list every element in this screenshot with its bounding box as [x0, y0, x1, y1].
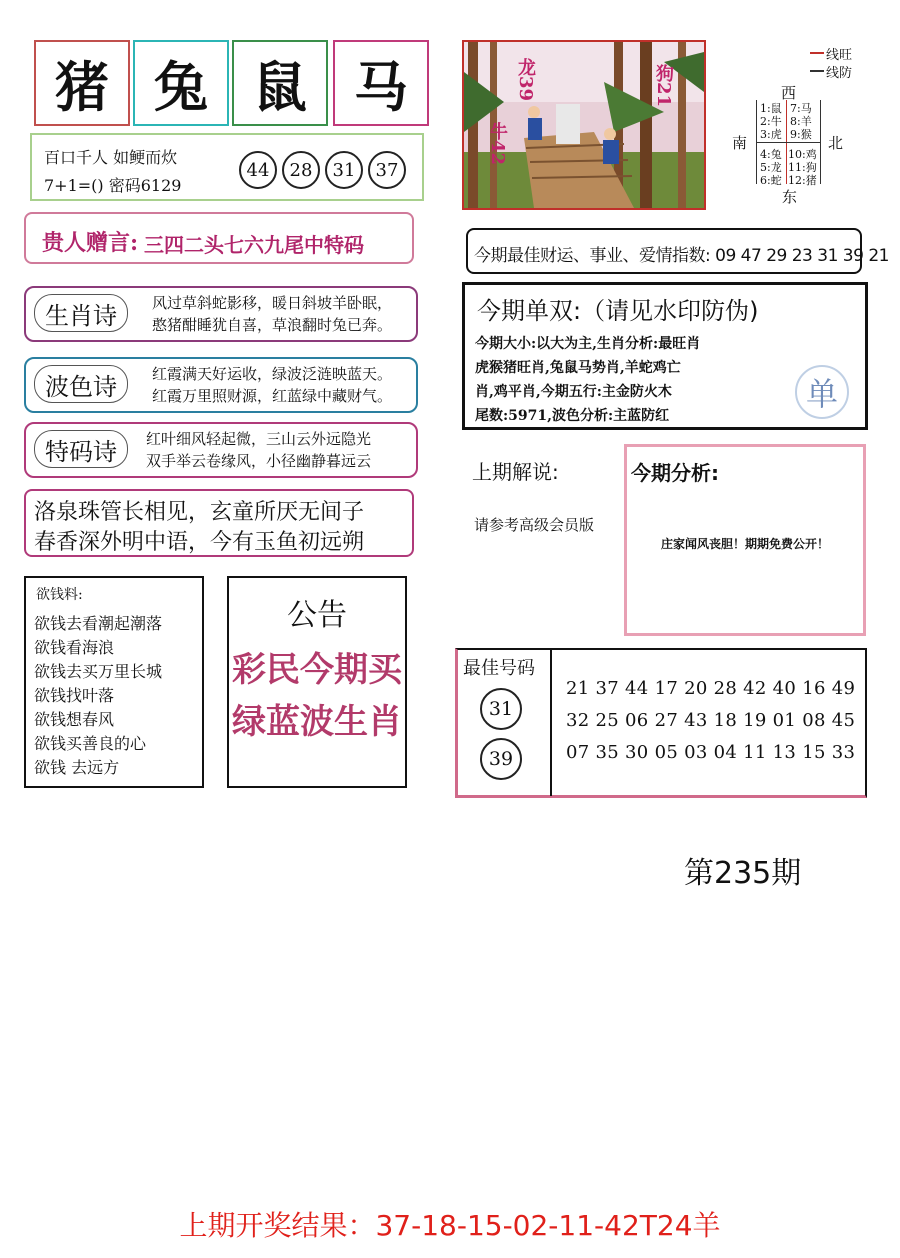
zodiac-cell: 3:虎 [760, 128, 782, 141]
notice-box [227, 576, 407, 788]
yuqian-line: 欲钱买善良的心 [34, 734, 147, 753]
zodiac-box-2 [133, 40, 229, 126]
analysis-line: 虎猴猪旺肖,兔鼠马势肖,羊蛇鸡亡 [475, 360, 681, 376]
last-explain-text: 请参考高级会员版 [474, 516, 595, 534]
yuqian-box [24, 576, 204, 788]
yuqian-line: 欲钱找叶落 [34, 686, 115, 705]
legend-black-line [810, 70, 824, 72]
yuqian-line: 欲钱看海浪 [34, 638, 115, 657]
direction-west: 西 [781, 84, 797, 102]
zodiac-cell: 11:狗 [788, 161, 817, 174]
riddle-line-1: 洛泉珠管长相见，玄童所厌无间子 [34, 500, 365, 525]
riddle-line-2: 春香深外明中语，今有玉鱼初远朔 [34, 530, 365, 555]
best-numbers-title: 最佳号码 [463, 658, 535, 679]
poem-line: 红霞万里照财源，红蓝绿中藏财气。 [152, 387, 393, 405]
zodiac-cell: 7:马 [790, 102, 812, 115]
zodiac-cell: 1:鼠 [760, 102, 782, 115]
best-number-circle: 31 [480, 688, 522, 730]
last-explain-title: 上期解说: [472, 460, 559, 484]
poem-tag: 特码诗 [34, 430, 128, 468]
info-line-1: 百口千人 如鲠而炊 [44, 148, 178, 167]
poem-tag: 生肖诗 [34, 294, 128, 332]
zodiac-char: 鼠 [253, 54, 307, 119]
yuqian-list [34, 612, 162, 780]
lucky-number: 31 [325, 151, 363, 189]
analysis-line: 肖,鸡平肖,今期五行:主金防火木 [475, 384, 672, 400]
best-number-circle: 39 [480, 738, 522, 780]
zodiac-char: 猪 [55, 54, 109, 119]
yuqian-line: 欲钱去看潮起潮落 [34, 614, 163, 633]
pic-label-ox: 牛42 [487, 122, 508, 166]
best-numbers-row: 07 35 30 05 03 04 11 13 15 33 [566, 742, 856, 763]
zodiac-cell: 4:兔 [760, 148, 782, 161]
poem-special [24, 422, 418, 478]
info-line-2: 7+1=() 密码6129 [44, 176, 182, 195]
notice-line-1: 彩民今期买 [232, 650, 402, 690]
zodiac-cell: 2:牛 [760, 115, 782, 128]
legend-wang: 线旺 [826, 48, 853, 63]
poem-line: 风过草斜蛇影移，暖日斜坡羊卧眠， [152, 294, 393, 312]
zodiac-box-3 [232, 40, 328, 126]
issue-number: 第235期 [684, 856, 802, 891]
compass [726, 40, 896, 210]
single-double-box [462, 282, 868, 430]
guiren-label: 贵人赠言: [42, 230, 139, 256]
poem-line: 红霞满天好运收，绿波泛涟映蓝天。 [152, 365, 393, 383]
grid-line [820, 100, 821, 184]
guiren-text: 三四二头七六九尾中特码 [144, 233, 364, 257]
zodiac-cell: 10:鸡 [788, 148, 817, 161]
grid-line [756, 142, 820, 143]
analysis-line: 尾数:5971,波色分析:主蓝防红 [475, 408, 670, 424]
analysis-line: 今期大小:以大为主,生肖分析:最旺肖 [475, 336, 701, 352]
pic-label-dog: 狗21 [653, 64, 674, 108]
notice-title: 公告 [287, 598, 347, 633]
fortune-box [466, 228, 889, 274]
poem-zodiac [24, 286, 418, 342]
fortune-text: 今期最佳财运、事业、爱情指数: 09 47 29 23 31 39 21 [474, 246, 889, 266]
pic-label-dragon: 龙39 [515, 58, 536, 102]
direction-north: 北 [828, 134, 844, 152]
poem-line: 双手举云卷缘风，小径幽静暮远云 [146, 452, 372, 470]
scene-illustration [462, 40, 706, 210]
last-result: 上期开奖结果：37-18-15-02-11-42T24羊 [179, 1209, 721, 1242]
guiren-box [24, 212, 414, 264]
yuqian-line: 欲钱 去远方 [34, 758, 120, 777]
single-double-title: 今期单双:（请见水印防伪) [477, 297, 759, 325]
poem-color [24, 357, 418, 413]
divider [550, 650, 552, 796]
zodiac-box-1 [34, 40, 130, 126]
zodiac-char: 马 [354, 54, 408, 119]
info-box [30, 133, 424, 201]
lucky-number: 44 [239, 151, 277, 189]
best-numbers-row: 32 25 06 27 43 18 19 01 08 45 [566, 710, 856, 731]
poem-line: 红叶细风轻起微，三山云外远隐光 [146, 430, 372, 448]
direction-east: 东 [782, 188, 798, 206]
notice-line-2: 绿蓝波生肖 [232, 702, 402, 742]
zodiac-cell: 5:龙 [760, 161, 782, 174]
legend-fang: 线防 [826, 66, 853, 81]
yuqian-line: 欲钱想春风 [34, 710, 115, 729]
zodiac-cell: 6:蛇 [760, 174, 782, 187]
zodiac-box-4 [333, 40, 429, 126]
lucky-number: 37 [368, 151, 406, 189]
riddle-box [24, 489, 414, 557]
analysis-box [624, 444, 866, 636]
zodiac-cell: 12:猪 [788, 174, 817, 187]
zodiac-cell: 9:猴 [790, 128, 812, 141]
watermark-single: 单 [795, 365, 849, 419]
yuqian-line: 欲钱去买万里长城 [34, 662, 163, 681]
poem-line: 憨猪酣睡犹自喜，草浪翻时兔已奔。 [152, 316, 393, 334]
poem-tag: 波色诗 [34, 365, 128, 403]
direction-south: 南 [732, 134, 748, 152]
zodiac-char: 兔 [154, 54, 208, 119]
analysis-title: 今期分析: [631, 461, 719, 485]
legend-red-line [810, 52, 824, 54]
analysis-text: 庄家闻风丧胆！期期免费公开！ [660, 537, 829, 551]
yuqian-title: 欲钱料: [36, 587, 83, 603]
best-numbers-row: 21 37 44 17 20 28 42 40 16 49 [566, 678, 856, 699]
lucky-number: 28 [282, 151, 320, 189]
zodiac-cell: 8:羊 [790, 115, 812, 128]
